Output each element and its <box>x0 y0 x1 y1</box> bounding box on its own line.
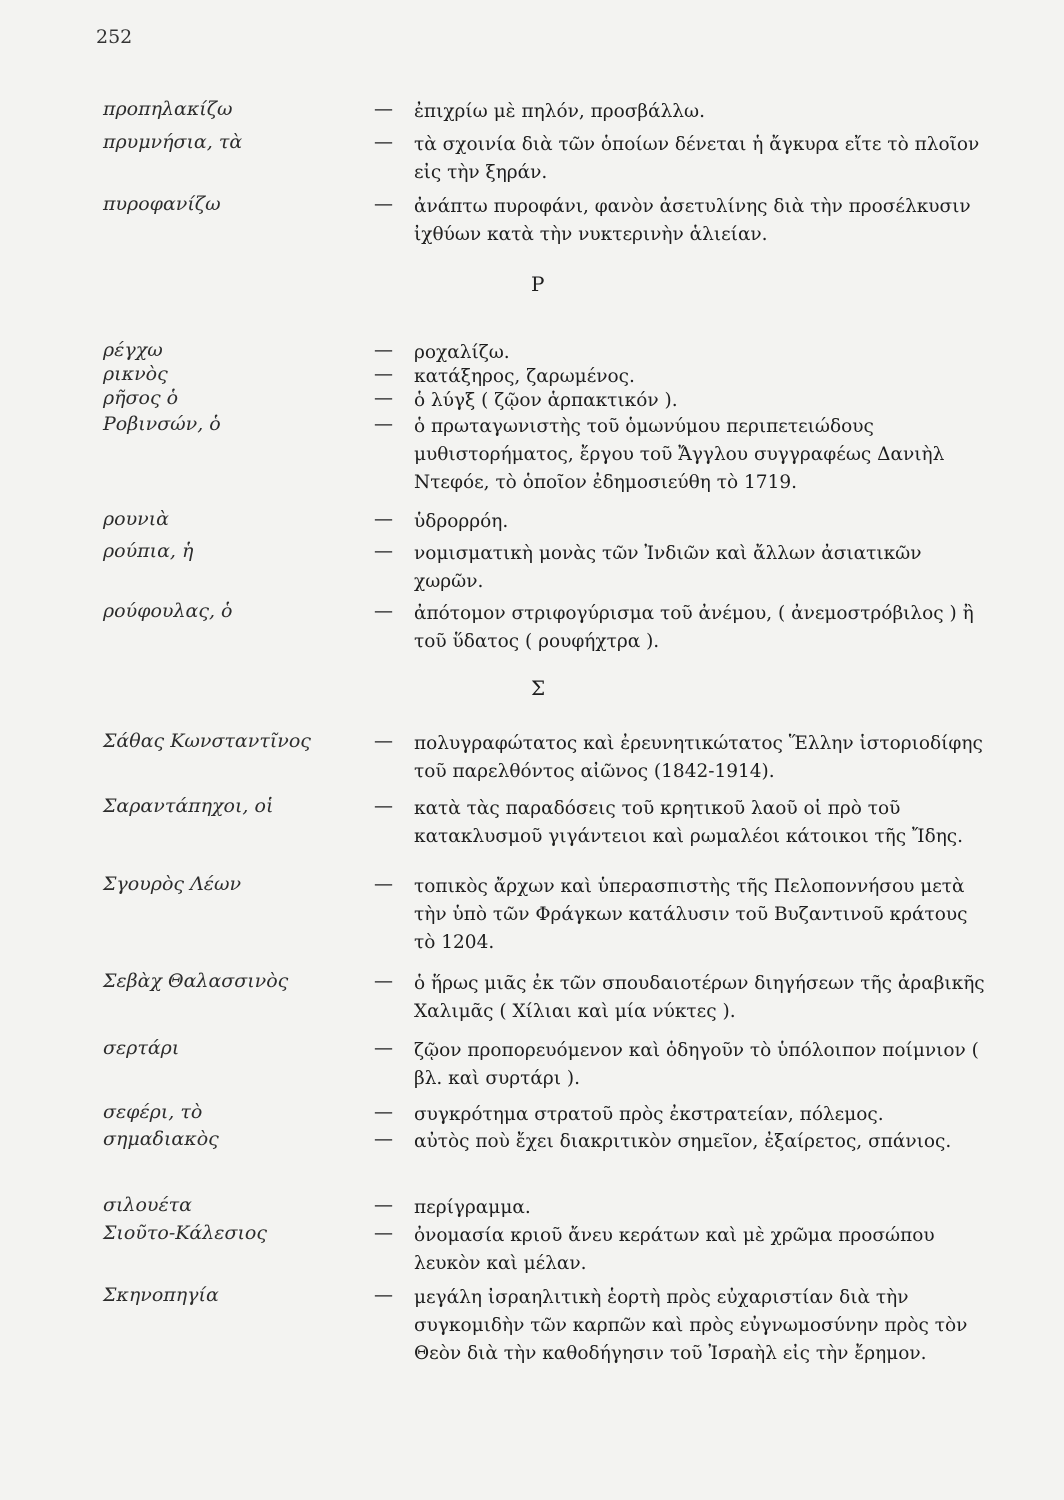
entry-dash: — <box>374 363 393 385</box>
entry-term: Σαραντάπηχοι, οἱ <box>103 795 274 817</box>
entry-term: Σεβὰχ Θαλασσινὸς <box>103 970 289 992</box>
entry-dash: — <box>374 1128 393 1150</box>
entry-definition: ροχαλίζω. <box>414 342 510 363</box>
entry-term: ρέγχω <box>103 339 163 361</box>
entry-dash: — <box>374 339 393 361</box>
entry-definition: ὑδρορρόη. <box>414 511 509 532</box>
entry-definition: μεγάλη ἰσραηλιτικὴ ἑορτὴ πρὸς εὐχαριστίαν διὰ τὴν συγκομιδὴν τῶν καρπῶν καὶ πρὸς εὐγνωμοσύνην πρὸς τὸν Θεὸν διὰ τὴν καθοδήγησιν τοῦ Ἰσραὴλ εἰς τὴν ἔρημον. <box>414 1287 968 1364</box>
entry-dash: — <box>374 600 393 622</box>
entry-term: σεφέρι, τὸ <box>103 1101 203 1123</box>
entry-definition: ἐπιχρίω μὲ πηλόν, προσβάλλω. <box>414 101 705 122</box>
entry-term: ρικνὸς <box>103 363 168 385</box>
entry-definition: ἀνάπτω πυροφάνι, φανὸν ἀσετυλίνης διὰ τὴν προσέλκυσιν ἰχθύων κατὰ τὴν νυκτερινὴν ἁλιείαν. <box>414 196 971 245</box>
entry-dash: — <box>374 873 393 895</box>
entry-dash: — <box>374 1284 393 1306</box>
entry-dash: — <box>374 970 393 992</box>
entry-dash: — <box>374 413 393 435</box>
entry-definition: κατὰ τὰς παραδόσεις τοῦ κρητικοῦ λαοῦ οἱ πρὸ τοῦ κατακλυσμοῦ γιγάντειοι καὶ ρωμαλέοι κάτοικοι τῆς Ἴδης. <box>414 798 964 847</box>
entry-dash: — <box>374 795 393 817</box>
page-number: 252 <box>96 26 133 48</box>
entry-definition: τοπικὸς ἄρχων καὶ ὑπερασπιστὴς τῆς Πελοποννήσου μετὰ τὴν ὑπὸ τῶν Φράγκων κατάλυσιν τοῦ Βυζαντινοῦ κράτους τὸ 1204. <box>414 876 968 953</box>
entry-term: ρουνιὰ <box>103 508 169 530</box>
section-heading-rho: Ρ <box>531 272 545 296</box>
entry-definition: ζῷον προπορευόμενον καὶ ὁδηγοῦν τὸ ὑπόλοιπον ποίμνιον ( βλ. καὶ συρτάρι ). <box>414 1040 979 1089</box>
entry-dash: — <box>374 540 393 562</box>
entry-term: σημαδιακὸς <box>103 1128 219 1150</box>
entry-definition: ἀπότομον στριφογύρισμα τοῦ ἀνέμου, ( ἀνεμοστρόβιλος ) ἢ τοῦ ὕδατος ( ρουφήχτρα ). <box>414 603 974 652</box>
entry-definition: κατάξηρος, ζαρωμένος. <box>414 366 635 387</box>
entry-dash: — <box>374 1101 393 1123</box>
entry-term: σερτάρι <box>103 1037 180 1059</box>
entry-definition: αὐτὸς ποὺ ἔχει διακριτικὸν σημεῖον, ἐξαίρετος, σπάνιος. <box>414 1131 952 1152</box>
entry-dash: — <box>374 387 393 409</box>
entry-definition: συγκρότημα στρατοῦ πρὸς ἐκστρατείαν, πόλεμος. <box>414 1104 884 1125</box>
entry-term: Σγουρὸς Λέων <box>103 873 242 895</box>
entry-dash: — <box>374 98 393 120</box>
entry-term: ρούφουλας, ὁ <box>103 600 233 622</box>
entry-dash: — <box>374 1037 393 1059</box>
entry-term: πρυμνήσια, τὰ <box>103 131 243 153</box>
entry-term: ρούπια, ἡ <box>103 540 194 562</box>
entry-term: ρῆσος ὁ <box>103 387 179 409</box>
entry-term: Σιοῦτο-Κάλεσιος <box>103 1222 268 1244</box>
entry-term: Ροβινσών, ὁ <box>103 413 221 435</box>
entry-term: Σκηνοπηγία <box>103 1284 219 1306</box>
entry-definition: πολυγραφώτατος καὶ ἐρευνητικώτατος Ἕλλην ἱστοριοδίφης τοῦ παρελθόντος αἰῶνος (1842-1914). <box>414 733 983 782</box>
entry-definition: νομισματικὴ μονὰς τῶν Ἰνδιῶν καὶ ἄλλων ἀσιατικῶν χωρῶν. <box>414 543 922 592</box>
entry-term: Σάθας Κωνσταντῖνος <box>103 730 311 752</box>
entry-dash: — <box>374 730 393 752</box>
entry-term: προπηλακίζω <box>103 98 233 120</box>
entry-dash: — <box>374 1222 393 1244</box>
entry-definition: ὁ λύγξ ( ζῷον ἁρπακτικόν ). <box>414 390 678 411</box>
section-heading-sigma: Σ <box>531 676 546 700</box>
entry-definition: ὁ ἥρως μιᾶς ἐκ τῶν σπουδαιοτέρων διηγήσεων τῆς ἀραβικῆς Χαλιμᾶς ( Χίλιαι καὶ μία νύκτες ). <box>414 973 985 1022</box>
entry-term: σιλουέτα <box>103 1194 192 1216</box>
entry-definition: ὀνομασία κριοῦ ἄνευ κεράτων καὶ μὲ χρῶμα προσώπου λευκὸν καὶ μέλαν. <box>414 1225 935 1274</box>
entry-definition: ὁ πρωταγωνιστὴς τοῦ ὁμωνύμου περιπετειώδους μυθιστορήματος, ἔργου τοῦ Ἄγγλου συγγραφέως Δανιὴλ Ντεφόε, τὸ ὁποῖον ἐδημοσιεύθη τὸ 1719. <box>414 416 945 493</box>
entry-dash: — <box>374 1194 393 1216</box>
entry-term: πυροφανίζω <box>103 193 221 215</box>
entry-dash: — <box>374 131 393 153</box>
entry-definition: τὰ σχοινία διὰ τῶν ὁποίων δένεται ἡ ἄγκυρα εἴτε τὸ πλοῖον εἰς τὴν ξηράν. <box>414 134 980 183</box>
entry-definition: περίγραμμα. <box>414 1197 531 1218</box>
entry-dash: — <box>374 193 393 215</box>
entry-dash: — <box>374 508 393 530</box>
